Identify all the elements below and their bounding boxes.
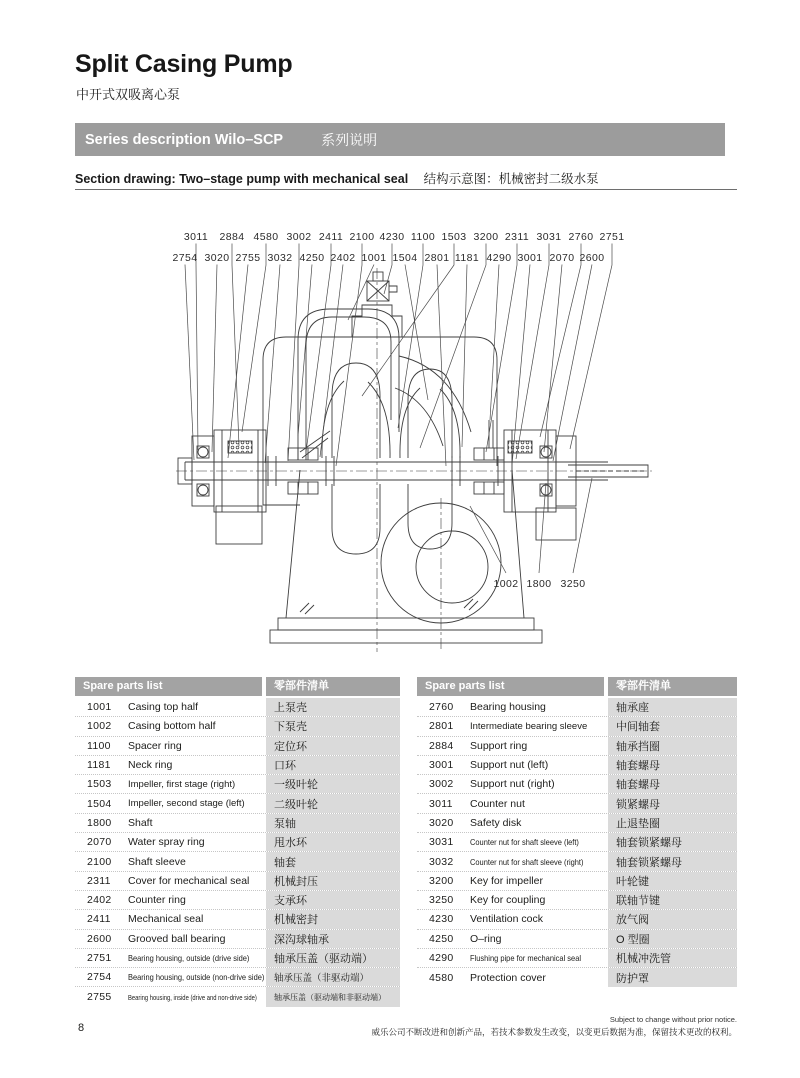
part-number: 3002	[429, 778, 454, 791]
parts-row	[75, 852, 400, 871]
section-caption-zh: 结构示意图：机械密封二级水泵	[423, 172, 599, 186]
spare-parts-table-left	[75, 677, 400, 1007]
table-header-zh: 零部件清单	[266, 677, 400, 696]
part-number: 2751	[87, 952, 112, 964]
part-number: 2100	[87, 855, 112, 868]
part-description-en: Counter ring	[128, 894, 186, 907]
parts-row	[417, 814, 737, 833]
callout-number: 3001	[517, 252, 543, 264]
part-description-en: Grooved ball bearing	[128, 932, 226, 945]
ventilation-cock	[367, 272, 397, 301]
part-description-en: Ventilation cock	[470, 913, 543, 926]
parts-row	[417, 891, 737, 910]
part-description-zh: 机械封压	[266, 872, 400, 890]
callout-number: 4230	[379, 231, 405, 243]
page-number: 8	[78, 1022, 85, 1034]
parts-row	[75, 833, 400, 852]
callout-number: 1504	[392, 252, 418, 264]
parts-row	[417, 737, 737, 756]
part-description-zh: 锁紧螺母	[608, 794, 737, 812]
part-number: 2402	[87, 894, 112, 907]
leader-line	[185, 265, 194, 461]
part-description-zh: 下泵壳	[266, 717, 400, 735]
section-caption	[75, 169, 737, 187]
part-description-en: Bearing housing, outside (drive side)	[128, 953, 250, 963]
callout-number: 3031	[536, 231, 562, 243]
leader-line	[516, 244, 549, 460]
parts-row	[75, 987, 400, 1006]
part-number: 1181	[87, 759, 111, 772]
parts-row	[75, 814, 400, 833]
leader-line	[570, 244, 612, 450]
part-description-en: Casing bottom half	[128, 720, 216, 733]
leader-line	[232, 244, 239, 447]
callout-number: 1503	[441, 231, 467, 243]
callout-number: 4250	[299, 252, 325, 264]
part-number: 3020	[429, 816, 454, 829]
callout-number: 2600	[579, 252, 605, 264]
table-header-en: Spare parts list	[75, 677, 262, 696]
callout-number: 2311	[504, 231, 530, 243]
part-description-en: Support nut (right)	[470, 778, 555, 791]
callout-number: 2402	[330, 252, 356, 264]
callout-number: 2411	[318, 231, 344, 243]
shaft-sleeve-details	[268, 420, 498, 486]
part-description-zh: 轴承压盖（驱动端）	[266, 949, 400, 967]
part-description-zh: 机械冲洗管	[608, 949, 737, 967]
callout-number: 2751	[599, 231, 625, 243]
parts-row	[417, 794, 737, 813]
part-description-zh: 防护罩	[608, 968, 737, 987]
callout-number: 2801	[424, 252, 450, 264]
part-number: 1504	[87, 797, 112, 810]
part-number: 2411	[87, 913, 111, 926]
part-description-en: Spacer ring	[128, 739, 182, 752]
parts-row	[417, 852, 737, 871]
part-description-zh: 轴套螺母	[608, 756, 737, 774]
leader-line	[512, 265, 530, 466]
part-number: 4230	[429, 913, 454, 926]
callout-number: 3002	[286, 231, 312, 243]
part-description-en: Shaft sleeve	[128, 855, 186, 868]
part-number: 4580	[429, 971, 454, 984]
callouts	[173, 231, 625, 590]
part-description-zh: 支承环	[266, 891, 400, 909]
part-number: 2884	[429, 739, 454, 752]
leader-line	[437, 265, 446, 467]
leader-line	[196, 244, 198, 451]
part-description-zh: 轴套螺母	[608, 775, 737, 793]
part-description-en: Intermediate bearing sleeve	[470, 720, 588, 732]
parts-row	[417, 930, 737, 949]
leader-line	[486, 244, 517, 453]
part-number: 2070	[87, 836, 112, 849]
part-description-en: Impeller, second stage (left)	[128, 798, 245, 810]
leader-line	[336, 244, 362, 467]
part-description-en: Protection cover	[470, 971, 546, 984]
part-description-zh: 轴套锁紧螺母	[608, 833, 737, 851]
part-description-zh: 轴承压盖（非驱动端）	[266, 968, 400, 986]
leader-line	[265, 265, 280, 464]
leader-line	[462, 265, 467, 448]
part-description-en: Counter nut	[470, 797, 525, 810]
leader-line	[288, 244, 299, 462]
part-description-zh: 泵轴	[266, 814, 400, 832]
table-header-zh: 零部件清单	[608, 677, 737, 696]
leader-line	[212, 265, 217, 453]
part-description-en: Water spray ring	[128, 836, 205, 849]
part-description-zh: 一级叶轮	[266, 775, 400, 793]
seal-glands	[288, 431, 504, 494]
parts-row	[417, 756, 737, 775]
part-description-en: Safety disk	[470, 816, 522, 829]
series-bar-label-zh: 系列说明	[321, 131, 378, 148]
section-rule	[75, 189, 737, 190]
part-description-en: Counter nut for shaft sleeve (left)	[470, 837, 579, 848]
part-number: 2760	[429, 701, 454, 714]
part-number: 2801	[429, 720, 454, 733]
callout-number: 2100	[349, 231, 375, 243]
part-description-en: Shaft	[128, 816, 153, 829]
part-number: 1503	[87, 778, 112, 791]
parts-row	[75, 737, 400, 756]
parts-row	[75, 872, 400, 891]
parts-row	[75, 910, 400, 929]
parts-row	[75, 891, 400, 910]
part-number: 2754	[87, 971, 112, 984]
part-description-zh: 机械密封	[266, 910, 400, 928]
callout-number: 3032	[267, 252, 293, 264]
part-description-zh: 口环	[266, 756, 400, 774]
callout-number: 4580	[253, 231, 279, 243]
part-description-zh: 二级叶轮	[266, 794, 400, 812]
leader-line	[544, 265, 562, 453]
pump-section-drawing	[0, 226, 800, 658]
leader-line	[298, 265, 312, 437]
part-description-en: Impeller, first stage (right)	[128, 778, 236, 790]
callout-number: 2884	[219, 231, 245, 243]
part-description-zh: 止退垫圈	[608, 814, 737, 832]
part-number: 1001	[87, 701, 112, 714]
series-description-bar	[75, 123, 725, 156]
callout-number: 2070	[549, 252, 575, 264]
part-description-zh: 定位环	[266, 737, 400, 755]
footer-notice-en: Subject to change without prior notice.	[609, 1015, 737, 1024]
part-description-zh: 甩水环	[266, 833, 400, 851]
part-description-en: Flushing pipe for mechanical seal	[470, 953, 582, 963]
part-number: 1100	[87, 739, 111, 752]
callout-number: 2754	[172, 252, 198, 264]
leader-line	[320, 265, 343, 458]
part-number: 3032	[429, 855, 454, 868]
parts-row	[75, 756, 400, 775]
parts-row	[75, 775, 400, 794]
part-number: 3031	[429, 836, 454, 849]
part-number: 1002	[87, 720, 112, 733]
table-header-en: Spare parts list	[417, 677, 604, 696]
parts-row	[417, 775, 737, 794]
parts-row	[417, 910, 737, 929]
part-description-en: Counter nut for shaft sleeve (right)	[470, 856, 584, 867]
callout-number: 3020	[204, 252, 230, 264]
part-number: 4250	[429, 932, 454, 945]
parts-row	[75, 949, 400, 968]
callout-number: 3011	[183, 231, 209, 243]
part-description-zh: 轴套	[266, 852, 400, 870]
part-description-en: Neck ring	[128, 759, 173, 772]
page-title: Split Casing Pump	[75, 50, 293, 78]
footer-notice-zh: 威乐公司不断改进和创新产品，若技术参数发生改变，以变更后数据为准，保留技术更改的权利。	[371, 1027, 737, 1037]
part-description-en: Mechanical seal	[128, 913, 204, 926]
parts-row	[75, 930, 400, 949]
parts-row	[75, 717, 400, 736]
leader-line	[306, 244, 331, 453]
part-number: 3200	[429, 874, 454, 887]
part-number: 3250	[429, 894, 454, 907]
leader-line	[540, 244, 581, 438]
part-description-en: Bearing housing, outside (non-drive side)	[128, 972, 265, 983]
part-description-en: Key for impeller	[470, 874, 543, 887]
callout-number: 2760	[568, 231, 594, 243]
series-bar-label-en: Series description Wilo–SCP	[85, 131, 284, 148]
part-number: 3001	[429, 759, 454, 772]
part-description-en: Casing top half	[128, 701, 199, 714]
part-description-zh: O 型圈	[608, 930, 737, 948]
callout-number: 4290	[486, 252, 512, 264]
callout-number: 1001	[361, 252, 387, 264]
parts-row	[417, 717, 737, 736]
part-description-zh: 叶轮键	[608, 872, 737, 890]
part-description-zh: 中间轴套	[608, 717, 737, 735]
parts-row	[417, 698, 737, 717]
part-description-zh: 联轴节键	[608, 891, 737, 909]
parts-row	[417, 833, 737, 852]
callout-number: 1002	[493, 578, 519, 590]
parts-row	[417, 949, 737, 968]
callout-number: 3200	[473, 231, 499, 243]
callout-number: 1181	[454, 252, 480, 264]
section-caption-en: Section drawing: Two–stage pump with mechanical seal	[75, 172, 409, 186]
part-description-zh: 上泵壳	[266, 698, 400, 716]
part-number: 4290	[429, 952, 454, 964]
part-description-zh: 轴承压盖（驱动端和非驱动端）	[266, 987, 400, 1006]
part-description-zh: 轴套锁紧螺母	[608, 852, 737, 870]
casing-lower	[216, 466, 576, 643]
parts-row	[417, 968, 737, 987]
parts-row	[75, 794, 400, 813]
parts-row	[75, 698, 400, 717]
parts-row	[75, 968, 400, 987]
part-number: 2755	[87, 991, 112, 1004]
spare-parts-table-right	[417, 677, 737, 987]
part-number: 2600	[87, 932, 112, 945]
leader-line	[242, 244, 266, 433]
callout-number: 1100	[410, 231, 436, 243]
part-number: 1800	[87, 816, 112, 829]
part-description-zh: 放气阀	[608, 910, 737, 928]
leader-line	[539, 483, 546, 573]
part-description-en: Support ring	[470, 739, 528, 752]
parts-row	[417, 872, 737, 891]
part-description-zh: 轴承座	[608, 698, 737, 716]
callout-number: 2755	[235, 252, 261, 264]
part-description-en: Bearing housing	[470, 701, 546, 714]
part-description-en: Cover for mechanical seal	[128, 874, 250, 887]
part-description-en: Key for coupling	[470, 894, 546, 907]
part-description-zh: 轴承挡圈	[608, 737, 737, 755]
part-description-en: O–ring	[470, 932, 502, 945]
callout-number: 1800	[526, 578, 552, 590]
page-subtitle-zh: 中开式双吸离心泵	[76, 87, 181, 102]
part-description-zh: 深沟球轴承	[266, 930, 400, 948]
part-number: 2311	[87, 874, 111, 887]
part-description-en: Support nut (left)	[470, 759, 549, 772]
leader-line	[405, 265, 428, 401]
leader-line	[362, 244, 454, 397]
callout-number: 3250	[560, 578, 586, 590]
part-description-en: Bearing housing, inside (drive and non-drive side)	[128, 992, 257, 1002]
part-number: 3011	[429, 797, 453, 810]
